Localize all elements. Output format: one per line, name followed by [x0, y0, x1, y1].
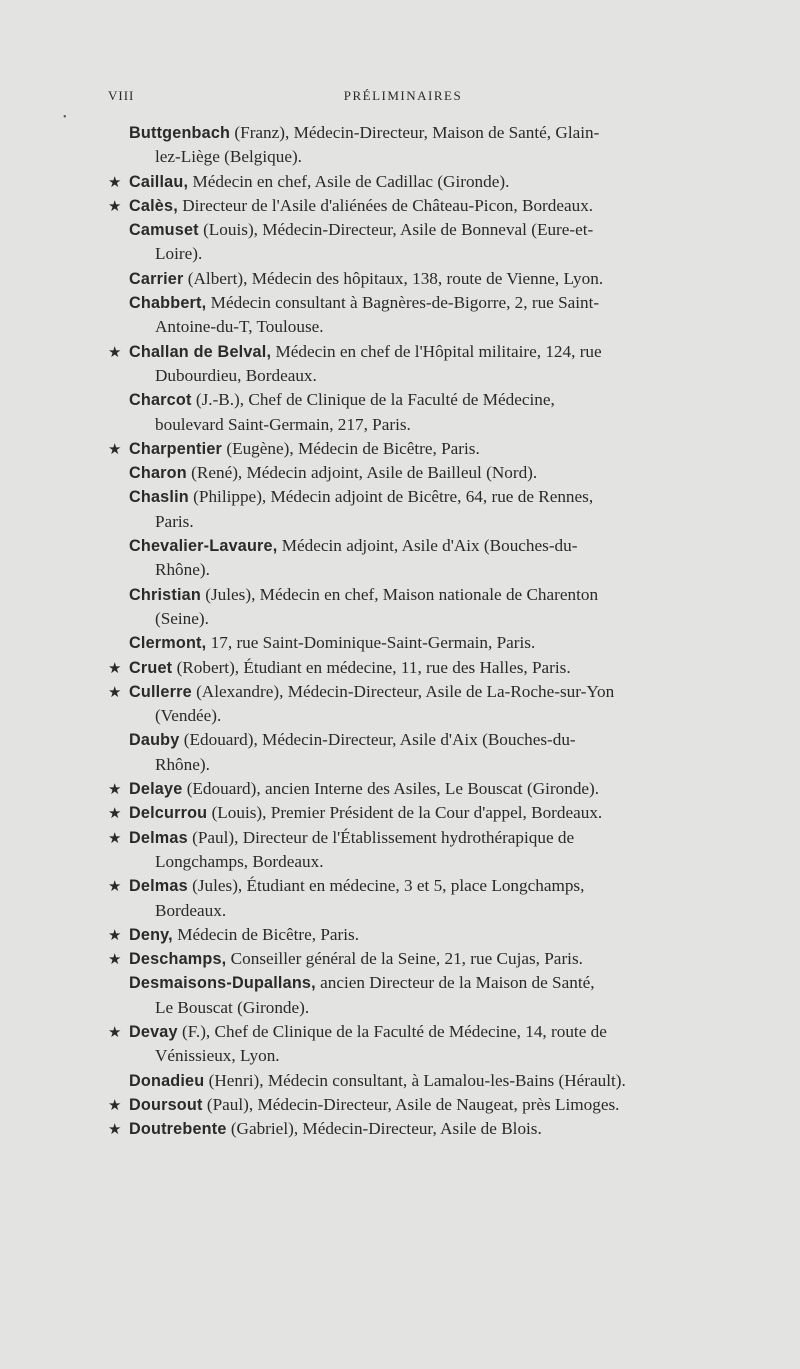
- member-details: (Eugène), Médecin de Bicêtre, Paris.: [222, 438, 480, 458]
- member-details: (Alexandre), Médecin-Directeur, Asile de La-Roche-sur-Yon: [191, 681, 615, 701]
- member-name: Christian: [129, 585, 201, 604]
- member-star-marker: ★: [108, 1022, 122, 1041]
- list-item: [108, 437, 702, 461]
- member-details: (René), Médecin adjoint, Asile de Bailleul (Nord).: [186, 463, 538, 483]
- member-star-marker: ★: [108, 439, 122, 458]
- member-star-marker: ★: [108, 342, 122, 361]
- member-details-continued: Dubourdieu, Bordeaux.: [155, 365, 317, 385]
- member-details: (Jules), Médecin en chef, Maison nationale de Charenton: [200, 584, 599, 604]
- list-item: [108, 631, 702, 655]
- member-name: Devay: [129, 1022, 178, 1041]
- member-details: (Gabriel), Médecin-Directeur, Asile de Blois.: [226, 1119, 542, 1139]
- list-item: [108, 656, 702, 680]
- member-details: ancien Directeur de la Maison de Santé,: [315, 973, 595, 993]
- list-item: [108, 121, 702, 170]
- member-details-continued: Loire).: [155, 244, 203, 264]
- member-details: (Paul), Directeur de l'Établissement hydrothérapique de: [187, 827, 575, 847]
- margin-mark: •: [63, 112, 67, 123]
- member-details-continued: Vénissieux, Lyon.: [155, 1046, 280, 1066]
- list-item: [108, 680, 702, 729]
- member-name: Deny,: [129, 925, 173, 944]
- list-item: [108, 1020, 702, 1069]
- member-details-continued: (Seine).: [155, 608, 209, 628]
- member-name: Delmas: [129, 877, 188, 896]
- member-details-continued: (Vendée).: [155, 706, 222, 726]
- list-item: [108, 801, 702, 825]
- member-details: (F.), Chef de Clinique de la Faculté de Médecine, 14, route de: [177, 1021, 607, 1041]
- list-item: [108, 170, 702, 194]
- member-name: Deschamps,: [129, 950, 227, 969]
- member-star-marker: ★: [108, 1095, 122, 1114]
- member-details-continued: Antoine-du-T, Toulouse.: [155, 317, 324, 337]
- page-number: VIII: [108, 88, 135, 103]
- member-details-continued: boulevard Saint-Germain, 217, Paris.: [155, 414, 411, 434]
- member-details-continued: Le Bouscat (Gironde).: [155, 997, 310, 1017]
- member-details-continued: Rhône).: [155, 754, 210, 774]
- list-item: [108, 461, 702, 485]
- member-star-marker: ★: [108, 804, 122, 823]
- member-details: (Paul), Médecin-Directeur, Asile de Naugeat, près Limoges.: [202, 1094, 620, 1114]
- member-name: Delcurrou: [129, 804, 208, 823]
- list-item: [108, 485, 702, 534]
- member-details: Médecin de Bicêtre, Paris.: [172, 924, 360, 944]
- member-name: Cullerre: [129, 682, 192, 701]
- list-item: [108, 1117, 702, 1141]
- member-details: Médecin adjoint, Asile d'Aix (Bouches-du-: [277, 536, 578, 556]
- member-details: Conseiller général de la Seine, 21, rue Cujas, Paris.: [226, 949, 583, 969]
- running-title: PRÉLIMINAIRES: [343, 88, 463, 103]
- member-name: Camuset: [129, 221, 199, 240]
- member-details: 17, rue Saint-Dominique-Saint-Germain, Paris.: [206, 633, 536, 653]
- member-name: Cruet: [129, 658, 173, 677]
- member-name: Clermont,: [129, 634, 207, 653]
- member-details: (Edouard), ancien Interne des Asiles, Le Bouscat (Gironde).: [182, 779, 600, 799]
- member-details: (J.-B.), Chef de Clinique de la Faculté de Médecine,: [191, 390, 555, 410]
- member-name: Donadieu: [129, 1071, 205, 1090]
- list-item: [108, 1069, 702, 1093]
- member-details: (Louis), Médecin-Directeur, Asile de Bonneval (Eure-et-: [198, 220, 594, 240]
- member-name: Desmaisons-Dupallans,: [129, 974, 316, 993]
- member-details-continued: Bordeaux.: [155, 900, 227, 920]
- list-item: [108, 267, 702, 291]
- member-name: Buttgenbach: [129, 124, 231, 142]
- member-name: Calès,: [129, 196, 178, 215]
- list-item: [108, 583, 702, 632]
- member-details: Médecin en chef de l'Hôpital militaire, 124, rue: [271, 341, 602, 361]
- member-name: Chabbert,: [129, 294, 207, 313]
- list-item: [108, 194, 702, 218]
- list-item: [108, 947, 702, 971]
- member-details-continued: Paris.: [155, 511, 194, 531]
- member-star-marker: ★: [108, 1120, 122, 1139]
- member-name: Doutrebente: [129, 1120, 227, 1139]
- member-name: Charcot: [129, 391, 192, 410]
- member-star-marker: ★: [108, 828, 122, 847]
- member-name: Delaye: [129, 780, 183, 799]
- member-details: Médecin consultant à Bagnères-de-Bigorre, 2, rue Saint-: [206, 293, 600, 313]
- member-star-marker: ★: [108, 196, 122, 215]
- list-item: [108, 291, 702, 340]
- member-details: (Philippe), Médecin adjoint de Bicêtre, 64, rue de Rennes,: [188, 487, 594, 507]
- member-details-continued: Longchamps, Bordeaux.: [155, 851, 324, 871]
- list-item: [108, 388, 702, 437]
- list-item: [108, 874, 702, 923]
- member-details: (Albert), Médecin des hôpitaux, 138, route de Vienne, Lyon.: [183, 268, 604, 288]
- member-star-marker: ★: [108, 925, 122, 944]
- member-name: Dauby: [129, 731, 180, 750]
- member-details: (Edouard), Médecin-Directeur, Asile d'Aix (Bouches-du-: [179, 730, 576, 750]
- member-details: (Henri), Médecin consultant, à Lamalou-les-Bains (Hérault).: [204, 1070, 626, 1090]
- list-item: [108, 218, 702, 267]
- member-details: Directeur de l'Asile d'aliénées de Château-Picon, Bordeaux.: [177, 195, 594, 215]
- list-item: [108, 1093, 702, 1117]
- member-details: (Robert), Étudiant en médecine, 11, rue des Halles, Paris.: [172, 657, 571, 677]
- member-name: Challan de Belval,: [129, 342, 272, 361]
- member-star-marker: ★: [108, 658, 122, 677]
- member-details: (Louis), Premier Président de la Cour d'appel, Bordeaux.: [207, 803, 603, 823]
- member-details: (Franz), Médecin-Directeur, Maison de Santé, Glain-: [230, 123, 600, 142]
- member-details-continued: Rhône).: [155, 560, 210, 580]
- member-name: Caillau,: [129, 172, 189, 191]
- member-star-marker: ★: [108, 950, 122, 969]
- member-list: [108, 121, 702, 1141]
- list-item: [108, 534, 702, 583]
- member-details-continued: lez-Liège (Belgique).: [155, 147, 302, 167]
- list-item: [108, 971, 702, 1020]
- member-name: Charon: [129, 464, 187, 483]
- member-name: Charpentier: [129, 439, 223, 458]
- member-name: Carrier: [129, 269, 184, 288]
- member-star-marker: ★: [108, 682, 122, 701]
- member-name: Delmas: [129, 828, 188, 847]
- member-details: (Jules), Étudiant en médecine, 3 et 5, place Longchamps,: [187, 876, 585, 896]
- member-star-marker: ★: [108, 780, 122, 799]
- list-item: [108, 826, 702, 875]
- member-name: Chaslin: [129, 488, 189, 507]
- page-header: [108, 88, 698, 110]
- member-star-marker: ★: [108, 172, 122, 191]
- list-item: [108, 923, 702, 947]
- list-item: [108, 728, 702, 777]
- list-item: [108, 777, 702, 801]
- member-details: Médecin en chef, Asile de Cadillac (Gironde).: [188, 171, 510, 191]
- member-name: Doursout: [129, 1095, 203, 1114]
- member-star-marker: ★: [108, 877, 122, 896]
- member-name: Chevalier-Lavaure,: [129, 537, 278, 556]
- list-item: [108, 340, 702, 389]
